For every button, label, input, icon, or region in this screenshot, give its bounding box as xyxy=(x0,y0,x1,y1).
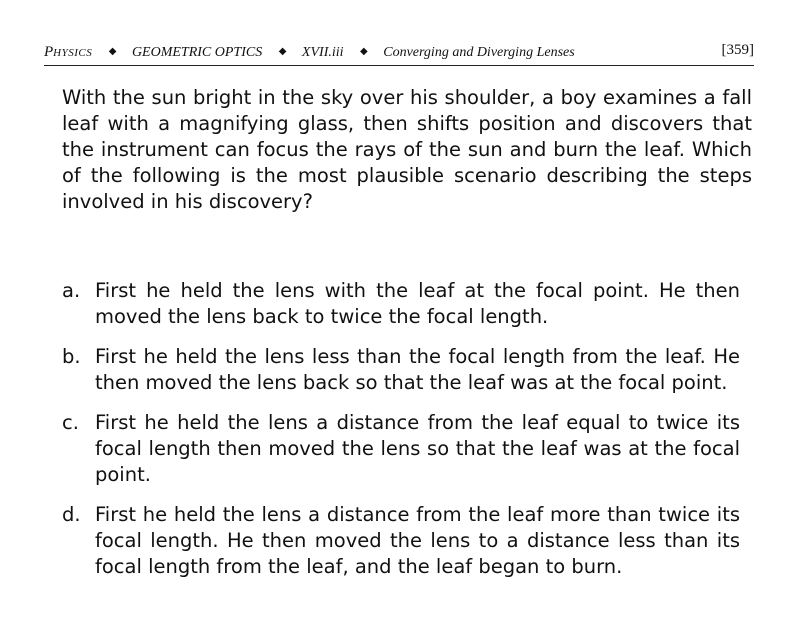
page-number: [359] xyxy=(721,42,754,58)
diamond-separator-icon: ◆ xyxy=(360,46,368,57)
choice-d xyxy=(62,502,740,580)
choice-letter: b. xyxy=(62,345,81,368)
choice-letter: a. xyxy=(62,279,81,302)
subject-label xyxy=(44,45,92,60)
question-text: With the sun bright in the sky over his shoulder, a boy examines a fall leaf with a magnifying glass, then shifts position and discovers that the instrument can focus the rays of the sun and burn the leaf. Which of the following is the most plausible scenario describing the steps involved in his discovery? xyxy=(62,86,752,213)
choice-letter: d. xyxy=(62,503,81,526)
diamond-separator-icon: ◆ xyxy=(108,46,117,57)
breadcrumb xyxy=(44,41,575,65)
choice-text: First he held the lens less than the focal length from the leaf. He then moved the lens back so that the leaf was at the focal point. xyxy=(95,345,740,394)
answer-choices xyxy=(62,278,740,594)
diamond-separator-icon: ◆ xyxy=(278,46,287,57)
running-header xyxy=(44,41,754,66)
section-label: GEOMETRIC OPTICS xyxy=(131,45,263,60)
choice-letter: c. xyxy=(62,411,79,434)
choice-c xyxy=(62,410,740,488)
subject-initial: P xyxy=(44,44,54,60)
choice-a xyxy=(62,278,740,330)
subject-rest: HYSICS xyxy=(53,47,93,59)
choice-text: First he held the lens with the leaf at the focal point. He then moved the lens back to twice the focal length. xyxy=(95,279,740,328)
chapter-label: XVII.iii xyxy=(301,45,344,60)
choice-text: First he held the lens a distance from the leaf equal to twice its focal length then moved the lens so that the leaf was at the focal point. xyxy=(95,411,740,486)
choice-b xyxy=(62,344,740,396)
topic-label: Converging and Diverging Lenses xyxy=(383,45,575,60)
choice-text: First he held the lens a distance from the leaf more than twice its focal length. He then moved the lens to a distance less than its focal length from the leaf, and the leaf began to burn. xyxy=(95,503,740,578)
